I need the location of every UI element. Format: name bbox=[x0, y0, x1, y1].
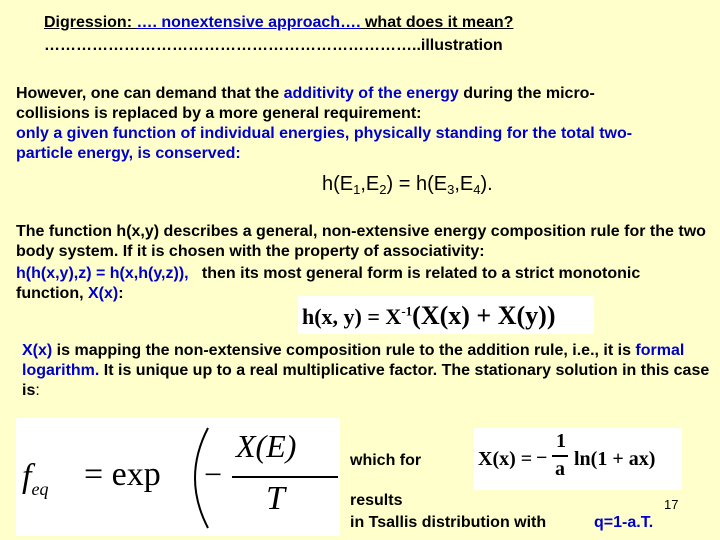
eq1-sub4: 4 bbox=[473, 182, 481, 197]
page-number: 17 bbox=[664, 497, 679, 512]
equation-energy-conservation bbox=[322, 173, 493, 197]
slide-title-line2: ……………………………………………………………..illustration bbox=[44, 37, 503, 54]
eq1-part-d: ,E bbox=[454, 173, 474, 195]
formula-h-box bbox=[298, 296, 594, 334]
feq-fraction-bar bbox=[232, 476, 338, 478]
formula-X-den: a bbox=[555, 458, 565, 480]
eq1-sub1: 1 bbox=[353, 182, 361, 197]
title-tail: what does it mean? bbox=[360, 14, 514, 31]
para3-colon: : bbox=[35, 382, 40, 399]
feq-minus: − bbox=[204, 456, 223, 492]
formula-feq-exp: = exp bbox=[84, 456, 161, 493]
slide-title-line1 bbox=[44, 13, 684, 33]
para2-text3: then its most general form is related to a strict monotonic function, bbox=[16, 265, 641, 302]
feq-numerator: X(E) bbox=[236, 428, 297, 464]
para3-Xx: X(x) bbox=[22, 342, 53, 359]
eq1-part-b: ,E bbox=[360, 173, 380, 195]
para2-text1: The function h(x,y) describes a general, non-extensive energy composition rule for the two body system. If it is chosen with the property of associativity: bbox=[16, 223, 706, 260]
para1-text3: during the micro-collisions is replaced by a more general requirement: bbox=[16, 85, 595, 122]
title-approach: …. nonextensive approach…. bbox=[136, 14, 361, 31]
formula-h-sup: -1 bbox=[401, 303, 413, 319]
formula-X-num: 1 bbox=[556, 430, 566, 452]
feq-sub: eq bbox=[31, 478, 49, 499]
results-line2: in Tsallis distribution with bbox=[350, 514, 547, 531]
formula-X-bar bbox=[552, 455, 568, 457]
para1-conserved: only a given function of individual energies, physically standing for the total two-particle energy, is conserved: bbox=[16, 125, 633, 162]
para3-formal-log: formal logarithm. bbox=[22, 342, 685, 379]
feq-f: f bbox=[22, 458, 32, 495]
formula-X-rhs: ln(1 + ax) bbox=[574, 448, 656, 470]
formula-X-lhs: X(x) = bbox=[478, 448, 533, 470]
results-line1: results bbox=[350, 492, 403, 509]
eq1-sub2: 2 bbox=[379, 182, 387, 197]
formula-X-minus: − bbox=[536, 447, 548, 469]
q-value: q=1-a.T. bbox=[594, 514, 654, 531]
para2-Xx: X(x) bbox=[87, 285, 119, 302]
formula-h bbox=[302, 301, 555, 331]
eq1-part-a: h(E bbox=[322, 173, 354, 195]
formula-feq-f bbox=[22, 458, 48, 500]
eq1-sub3: 3 bbox=[447, 182, 455, 197]
para1-text1: However, one can demand that the bbox=[16, 85, 284, 102]
paragraph-associativity bbox=[16, 222, 716, 262]
para2-assoc-rule: h(h(x,y),z) = h(x,h(y,z)), bbox=[16, 265, 189, 282]
formula-X-box bbox=[474, 428, 682, 490]
title-lead: Digression: bbox=[44, 14, 137, 31]
formula-h-rhs: (X(x) + X(y)) bbox=[412, 301, 556, 330]
which-for-text: which for bbox=[350, 452, 422, 469]
paragraph-additivity bbox=[16, 84, 656, 164]
para2-colon: : bbox=[118, 285, 124, 302]
eq1-part-e: ). bbox=[480, 173, 493, 195]
paragraph-formal-logarithm bbox=[22, 341, 712, 401]
eq1-part-c: ) = h(E bbox=[386, 173, 448, 195]
para3-text4: It is unique up to a real multiplicative factor. The stationary solution in this case is bbox=[22, 362, 710, 399]
para1-additivity: additivity of the energy bbox=[283, 85, 459, 102]
formula-feq-box bbox=[16, 418, 340, 536]
feq-denominator: T bbox=[266, 480, 285, 517]
formula-h-lhs: h(x, y) = X bbox=[302, 304, 402, 329]
para3-text2: is mapping the non-extensive composition rule to the addition rule, i.e., it is bbox=[52, 342, 636, 359]
